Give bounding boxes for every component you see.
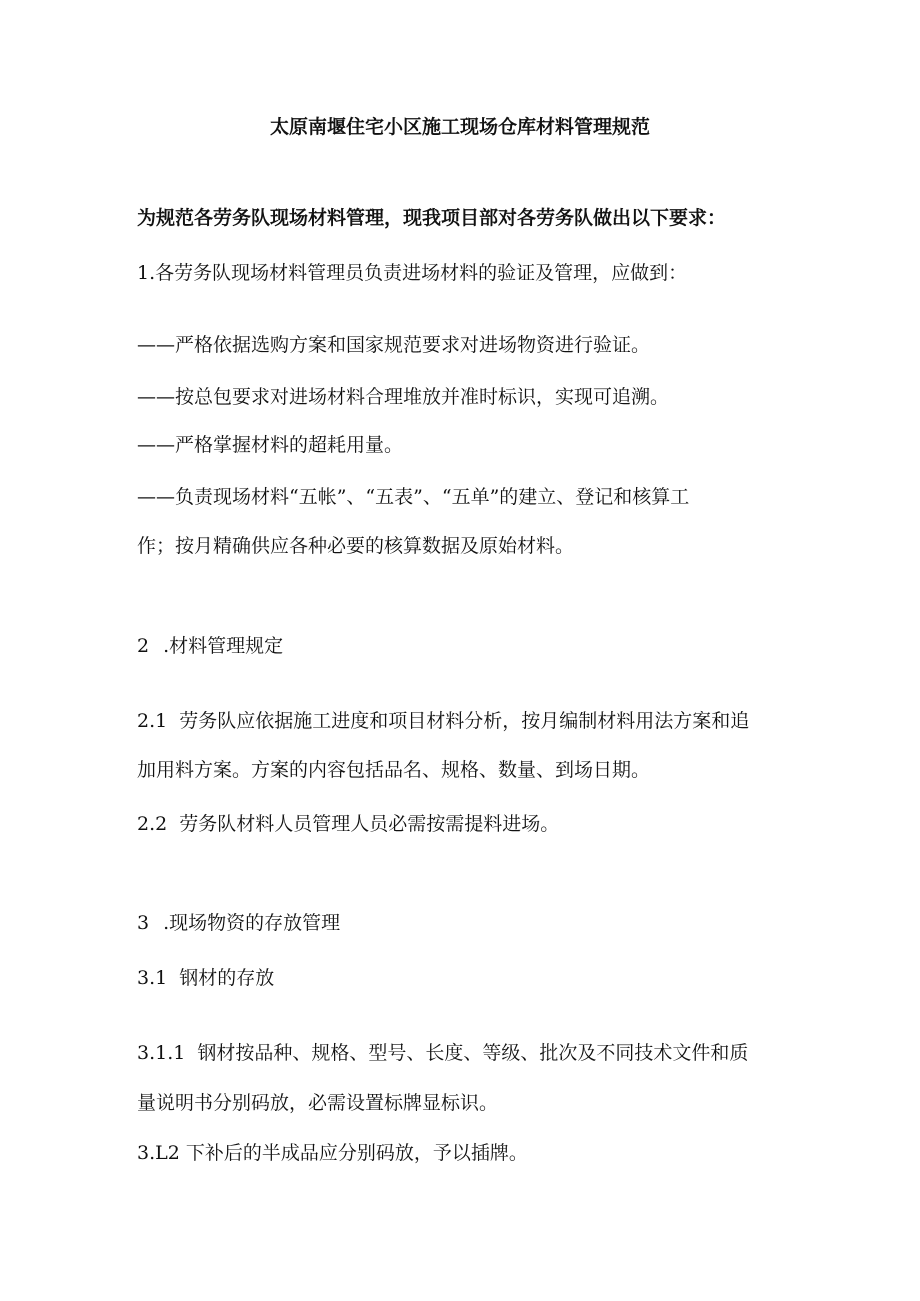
section-1-item-2: ——按总包要求对进场材料合理堆放并准时标识，实现可追溯。 <box>137 386 670 408</box>
section-2-title: .材料管理规定 <box>163 635 284 657</box>
section-1-item-4-continued: 作；按月精确供应各种必要的核算数据及原始材料。 <box>137 535 575 557</box>
paragraph-3-1-2: 3.L2 下补后的半成品应分别码放，予以插牌。 <box>137 1142 528 1164</box>
section-2-heading <box>137 633 787 659</box>
paragraph-2-2-text: 劳务队材料人员管理人员必需按需提料进场。 <box>179 813 560 835</box>
section-2-number: 2 <box>137 635 150 657</box>
paragraph-3-1-1-line-1: 钢材按品种、规格、型号、长度、等级、批次及不同技术文件和质 <box>197 1042 749 1064</box>
paragraph-3-1-1 <box>137 1040 787 1066</box>
section-1-heading: 1.各劳务队现场材料管理员负责进场材料的验证及管理，应做到： <box>137 262 688 284</box>
section-1-item-1: ——严格依据选购方案和国家规范要求对进场物资进行验证。 <box>137 334 651 356</box>
paragraph-2-1 <box>137 708 787 734</box>
section-3-number: 3 <box>137 912 150 934</box>
paragraph-2-1-number: 2.1 <box>137 710 168 732</box>
subsection-3-1-title: 钢材的存放 <box>179 967 275 989</box>
paragraph-2-1-line-1: 劳务队应依据施工进度和项目材料分析，按月编制材料用法方案和追 <box>179 710 750 732</box>
section-1-item-4: ——负责现场材料“五帐”、“五表”、“五单”的建立、登记和核算工 <box>137 486 690 508</box>
intro-paragraph: 为规范各劳务队现场材料管理，现我项目部对各劳务队做出以下要求： <box>137 207 727 229</box>
subsection-3-1 <box>137 965 787 991</box>
subsection-3-1-number: 3.1 <box>137 967 168 989</box>
section-1-item-3: ——严格掌握材料的超耗用量。 <box>137 434 404 456</box>
paragraph-2-1-line-2: 加用料方案。方案的内容包括品名、规格、数量、到场日期。 <box>137 759 651 781</box>
paragraph-2-2 <box>137 811 787 837</box>
paragraph-3-1-1-number: 3.1.1 <box>137 1042 186 1064</box>
section-3-title: .现场物资的存放管理 <box>163 912 341 934</box>
section-3-heading <box>137 910 787 936</box>
document-title: 太原南堰住宅小区施工现场仓库材料管理规范 <box>269 116 650 138</box>
paragraph-2-2-number: 2.2 <box>137 813 168 835</box>
paragraph-3-1-1-line-2: 量说明书分别码放，必需设置标牌显标识。 <box>137 1092 499 1114</box>
